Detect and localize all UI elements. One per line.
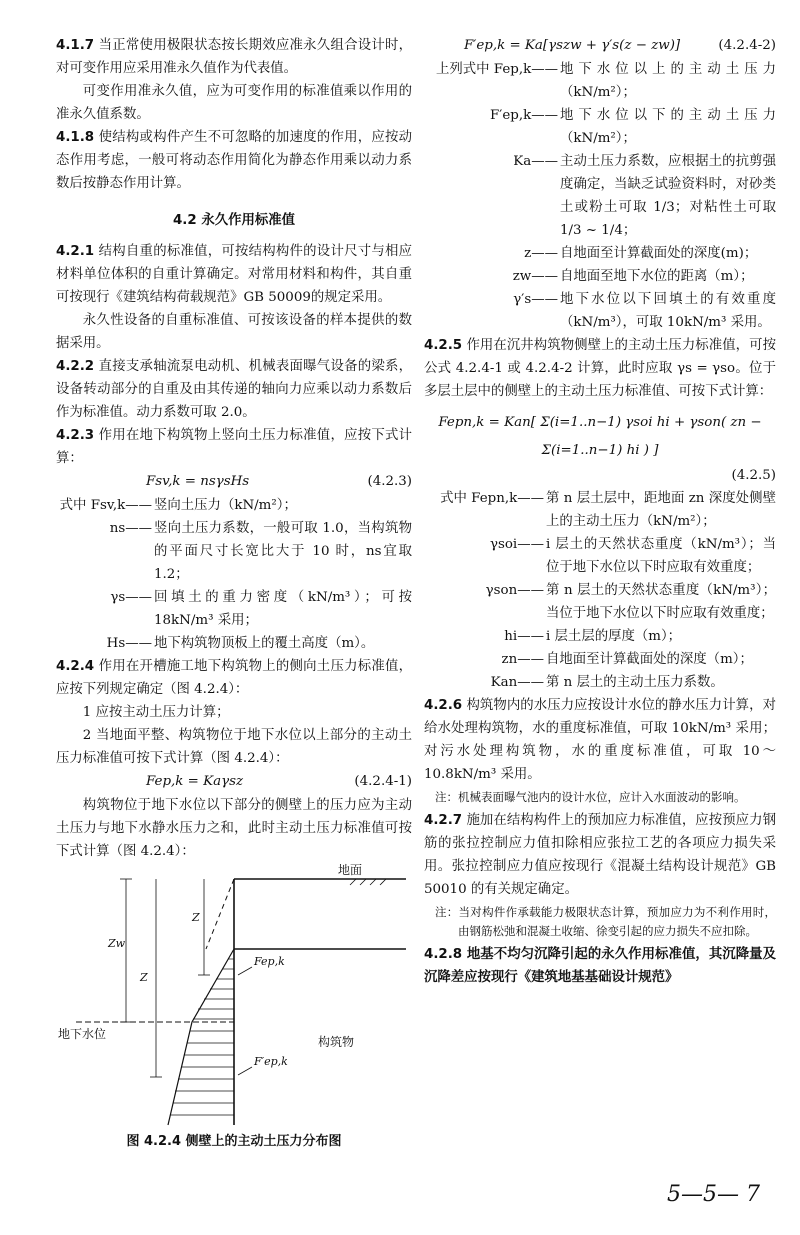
definition-symbol: Kan—— — [490, 675, 544, 690]
left-column — [56, 34, 412, 1149]
clause-number: 4.2.4 — [56, 659, 95, 674]
definition-symbol: γs—— — [110, 590, 152, 605]
definition — [424, 579, 776, 625]
clause-text: 结构自重的标准值，可按结构构件的设计尺寸与相应材料单位体积的自重计算确定。对常用材料和构件，其自重可按现行《建筑结构荷载规范》GB 50009的规定采用。 — [56, 244, 413, 305]
definition-text: 地下水位以下回填土的有效重度（kN/m³），可取 10kN/m³ 采用。 — [560, 292, 776, 330]
equation-number: (4.2.4-1) — [354, 774, 412, 789]
clause-text: 作用在开槽施工地下构筑物上的侧向土压力标准值，应按下列规定确定（图 4.2.4）： — [56, 659, 413, 697]
note: 注：当对构件作承载能力极限状态计算，预加应力为不利作用时，由钢筋松弛和混凝土收缩、徐变引起的应力损失不应扣除。 — [435, 905, 776, 938]
clause-text: 地基不均匀沉降引起的永久作用标准值，其沉降量及沉降差应按现行《建筑地基基础设计规范》 — [424, 947, 776, 985]
equation: F′ep,k = Ka[γszw + γ′s(z − zw)] — [464, 38, 681, 53]
definition-symbol: 上列式中 Fep,k—— — [435, 62, 558, 77]
clause-text: 使结构或构件产生不可忽略的加速度的作用，应按动态作用考虑，一般可将动态作用简化为静态作用乘以动力系数后按静态作用计算。 — [56, 130, 413, 191]
definition — [424, 265, 776, 288]
definition — [424, 487, 776, 533]
definition — [424, 288, 776, 334]
definition-symbol: F′ep,k—— — [490, 108, 558, 123]
definition-text: 第 n 层土的主动土压力系数。 — [546, 675, 724, 690]
definition — [424, 648, 776, 671]
equation-number: (4.2.3) — [367, 474, 412, 489]
label-z-2: Z — [192, 911, 200, 924]
definition-symbol: γson—— — [485, 583, 544, 598]
label-water-level: 地下水位 — [58, 1027, 107, 1041]
figure-caption: 图 4.2.4 侧壁上的主动土压力分布图 — [126, 1134, 342, 1149]
clause-number: 4.2.3 — [56, 428, 95, 443]
para-4-1-7b: 可变作用准永久值，应为可变作用的标准值乘以作用的准永久值系数。 — [56, 84, 412, 122]
label-fep: Fep,k — [254, 955, 285, 968]
definition-symbol: 式中 Fsv,k—— — [59, 498, 152, 513]
definition-text: 地下水位以上的主动土压力（kN/m²）； — [560, 62, 776, 100]
section-heading: 4.2 永久作用标准值 — [172, 213, 296, 228]
definition — [424, 58, 776, 104]
definition-text: 回填土的重力密度（kN/m³）；可按 18kN/m³ 采用； — [154, 590, 412, 628]
para-4-2-5 — [424, 334, 776, 403]
definition-text: 地下构筑物顶板上的覆土高度（m）。 — [154, 636, 375, 651]
definition-text: 竖向土压力（kN/m²）； — [154, 498, 297, 513]
equation-4-2-4-2 — [424, 34, 776, 58]
definition-text: 地下水位以下的主动土压力（kN/m²）； — [560, 108, 776, 146]
para-4-2-7 — [424, 809, 776, 901]
para-4-1-8 — [56, 126, 412, 195]
definition-symbol: ns—— — [109, 521, 152, 536]
definition — [56, 586, 412, 632]
definition-text: 第 n 层土层中，距地面 zn 深度处侧壁上的主动土压力（kN/m²）； — [546, 491, 776, 529]
clause-number: 4.2.5 — [424, 338, 463, 353]
para-4-2-8 — [424, 943, 776, 989]
equation-4-2-3 — [56, 470, 412, 494]
definition-text: 第 n 层土的天然状态重度（kN/m³）；当位于地下水位以下时应取有效重度； — [546, 583, 776, 621]
definition — [56, 517, 412, 586]
clause-number: 4.2.2 — [56, 359, 95, 374]
definition-symbol: hi—— — [504, 629, 544, 644]
definition-symbol: Hs—— — [106, 636, 152, 651]
label-z-1: Z — [140, 971, 148, 984]
clause-number: 4.2.8 — [424, 947, 463, 962]
para-4-2-3 — [56, 424, 412, 470]
equation-number: (4.2.4-2) — [718, 38, 776, 53]
definition-symbol: 式中 Fepn,k—— — [440, 491, 544, 506]
definition-symbol: γsoi—— — [489, 537, 544, 552]
clause-text: 当正常使用极限状态按长期效应准永久组合设计时，对可变作用应采用准永久值作为代表值。 — [56, 38, 413, 76]
label-ground: 地面 — [338, 863, 363, 877]
clause-text: 构筑物内的水压力应按设计水位的静水压力计算，对给水处理构筑物，水的重度标准值，可取 10kN/m³ 采用；对污水处理构筑物，水的重度标准值，可取 10～10.8kN/m³ 采用。 — [424, 698, 776, 782]
definition — [424, 150, 776, 242]
definition — [56, 494, 412, 517]
equation-4-2-4-1 — [56, 770, 412, 794]
definition — [424, 625, 776, 648]
clause-number: 4.1.8 — [56, 130, 95, 145]
definition-text: i 层土的天然状态重度（kN/m³）；当位于地下水位以下时应取有效重度； — [546, 537, 776, 575]
definition-text: 自地面至地下水位的距离（m）； — [560, 269, 754, 284]
definition-text: i 层土层的厚度（m）； — [546, 629, 682, 644]
item-1: 1 应按主动土压力计算； — [82, 705, 230, 720]
equation: Fsv,k = nsγsHs — [146, 474, 250, 489]
pressure-diagram — [56, 867, 412, 1129]
clause-number: 4.1.7 — [56, 38, 95, 53]
definition-symbol: Ka—— — [513, 154, 558, 169]
para-4-2-2 — [56, 355, 412, 424]
label-structure: 构筑物 — [318, 1035, 355, 1049]
definition — [424, 242, 776, 265]
definition-symbol: γ′s—— — [513, 292, 558, 307]
clause-text: 作用在地下构筑物上竖向土压力标准值，应按下式计算： — [56, 428, 413, 466]
definition — [56, 632, 412, 655]
label-fep-prime: F′ep,k — [254, 1055, 288, 1068]
definition-symbol: zn—— — [501, 652, 544, 667]
definition-text: 自地面至计算截面处的深度(m)； — [560, 246, 758, 261]
para-4-1-7 — [56, 34, 412, 80]
page-number: 5—5— 7 — [667, 1182, 760, 1207]
para-4-2-4 — [56, 655, 412, 701]
para-4-2-6 — [424, 694, 776, 786]
clause-number: 4.2.7 — [424, 813, 463, 828]
definition-text: 主动土压力系数，应根据土的抗剪强度确定，当缺乏试验资料时，对砂类土或粉土可取 1/3；对粘性土可取 1/3 ~ 1/4； — [560, 154, 776, 238]
equation-4-2-5: Fepn,k = Kan[ Σ(i=1..n−1) γsoi hi + γson( zn − Σ(i=1..n−1) hi ) ] — [438, 415, 762, 458]
equation: Fep,k = Kaγsz — [146, 774, 244, 789]
right-column — [424, 34, 776, 989]
label-zw: Zw — [108, 937, 126, 950]
definition — [424, 533, 776, 579]
clause-text: 作用在沉井构筑物侧壁上的主动土压力标准值，可按公式 4.2.4-1 或 4.2.4-2 计算，此时应取 γs = γso。位于多层土层中的侧壁上的主动土压力标准值、可按下式计算： — [424, 338, 776, 399]
clause-number: 4.2.6 — [424, 698, 463, 713]
para-4-2-1 — [56, 240, 412, 309]
item-2: 2 当地面平整、构筑物位于地下水位以上部分的主动土压力标准值可按下式计算（图 4.2.4）： — [56, 728, 412, 766]
definition — [424, 104, 776, 150]
definition — [424, 671, 776, 694]
figure-4-2-4 — [56, 863, 412, 1149]
clause-text: 直接支承轴流泵电动机、机械表面曝气设备的梁系，设备转动部分的自重及由其传递的轴向力应乘以动力系数后作为标准值。动力系数可取 2.0。 — [56, 359, 413, 420]
definition-text: 竖向土压力系数，一般可取 1.0，当构筑物的平面尺寸长宽比大于 10 时，ns宜取 1.2； — [154, 521, 412, 582]
para-4-2-4c: 构筑物位于地下水位以下部分的侧壁上的压力应为主动土压力与地下水静水压力之和，此时主动土压力标准值可按下式计算（图 4.2.4）： — [56, 798, 412, 859]
note: 注：机械表面曝气池内的设计水位，应计入水面波动的影响。 — [435, 790, 746, 804]
clause-text: 施加在结构构件上的预加应力标准值，应按预应力钢筋的张拉控制应力值扣除相应张拉工艺的各项应力损失采用。张拉控制应力值应按现行《混凝土结构设计规范》GB 50010 的有关规定确定。 — [424, 813, 776, 897]
clause-number: 4.2.1 — [56, 244, 95, 259]
equation-number: (4.2.5) — [731, 468, 776, 483]
para-4-2-1b: 永久性设备的自重标准值、可按该设备的样本提供的数据采用。 — [56, 313, 412, 351]
definition-symbol: zw—— — [512, 269, 558, 284]
definition-text: 自地面至计算截面处的深度（m）； — [546, 652, 753, 667]
definition-symbol: z—— — [524, 246, 558, 261]
